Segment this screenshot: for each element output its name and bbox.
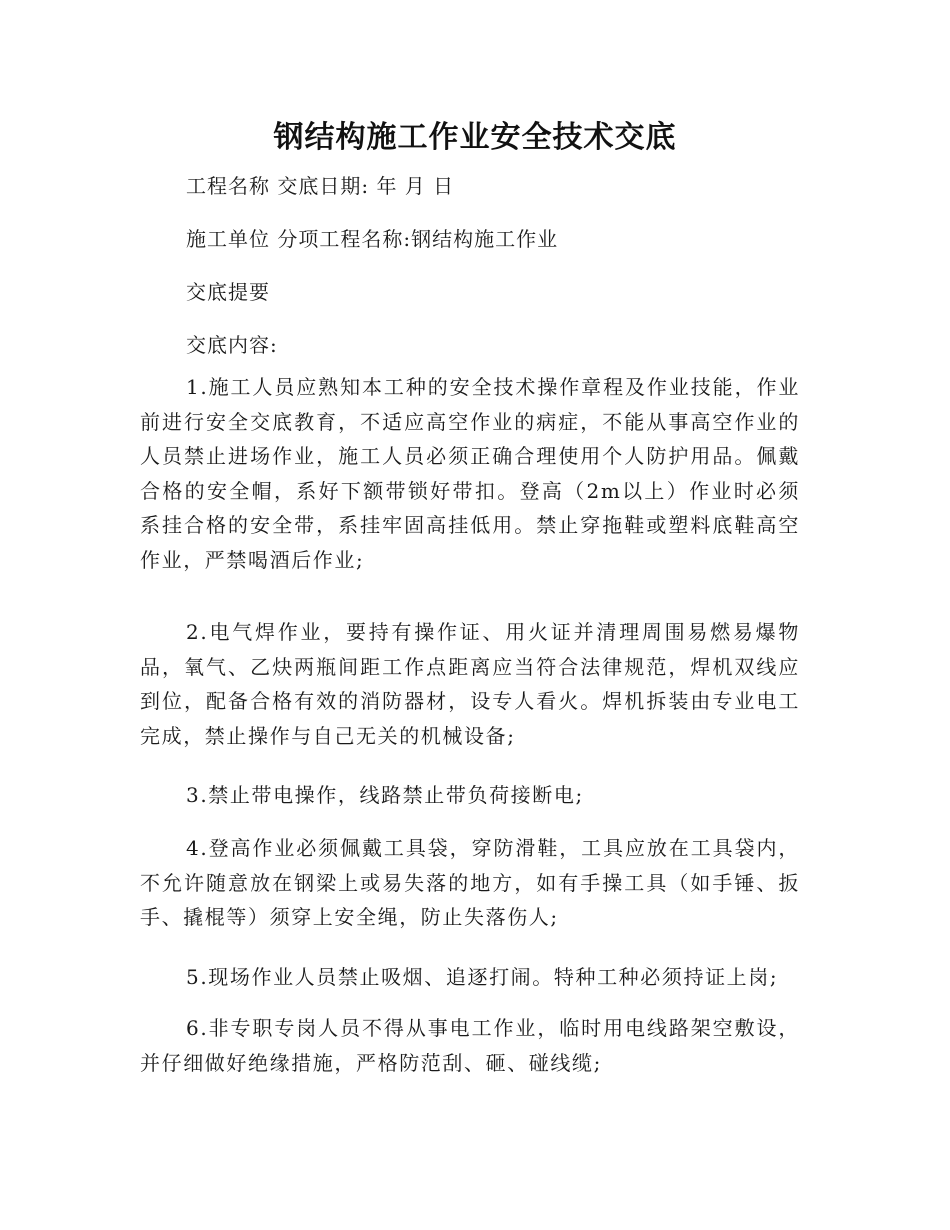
construction-unit-line: 施工单位 分项工程名称:钢结构施工作业: [186, 227, 559, 251]
paragraph-6: 6.非专职专岗人员不得从事电工作业，临时用电线路架空敷设，并仔细做好绝缘措施，严格防范刮、砸、碰线缆;: [140, 1016, 800, 1075]
project-name-date-line: 工程名称 交底日期: 年 月 日: [186, 174, 455, 198]
document-title: 钢结构施工作业安全技术交底: [273, 120, 677, 155]
briefing-summary-label: 交底提要: [186, 280, 270, 304]
paragraph-2: 2.电气焊作业，要持有操作证、用火证并清理周围易燃易爆物品，氧气、乙炔两瓶间距工作点距离应当符合法律规范，焊机双线应到位，配备合格有效的消防器材，设专人看火。焊机拆装由专业电工完成，禁止操作与自己无关的机械设备;: [140, 620, 800, 748]
paragraph-1: 1.施工人员应熟知本工种的安全技术操作章程及作业技能，作业前进行安全交底教育，不适应高空作业的病症，不能从事高空作业的人员禁止进场作业，施工人员必须正确合理使用个人防护用品。佩戴合格的安全帽，系好下额带锁好带扣。登高（2m以上）作业时必须系挂合格的安全带，系挂牢固高挂低用。禁止穿拖鞋或塑料底鞋高空作业，严禁喝酒后作业;: [140, 375, 800, 572]
paragraph-3: 3.禁止带电操作，线路禁止带负荷接断电;: [186, 783, 584, 807]
briefing-content-label: 交底内容:: [186, 333, 278, 357]
paragraph-5: 5.现场作业人员禁止吸烟、追逐打闹。特种工种必须持证上岗;: [186, 965, 779, 989]
paragraph-4: 4.登高作业必须佩戴工具袋，穿防滑鞋，工具应放在工具袋内，不允许随意放在钢梁上或易失落的地方，如有手操工具（如手锤、扳手、撬棍等）须穿上安全绳，防止失落伤人;: [140, 836, 800, 929]
